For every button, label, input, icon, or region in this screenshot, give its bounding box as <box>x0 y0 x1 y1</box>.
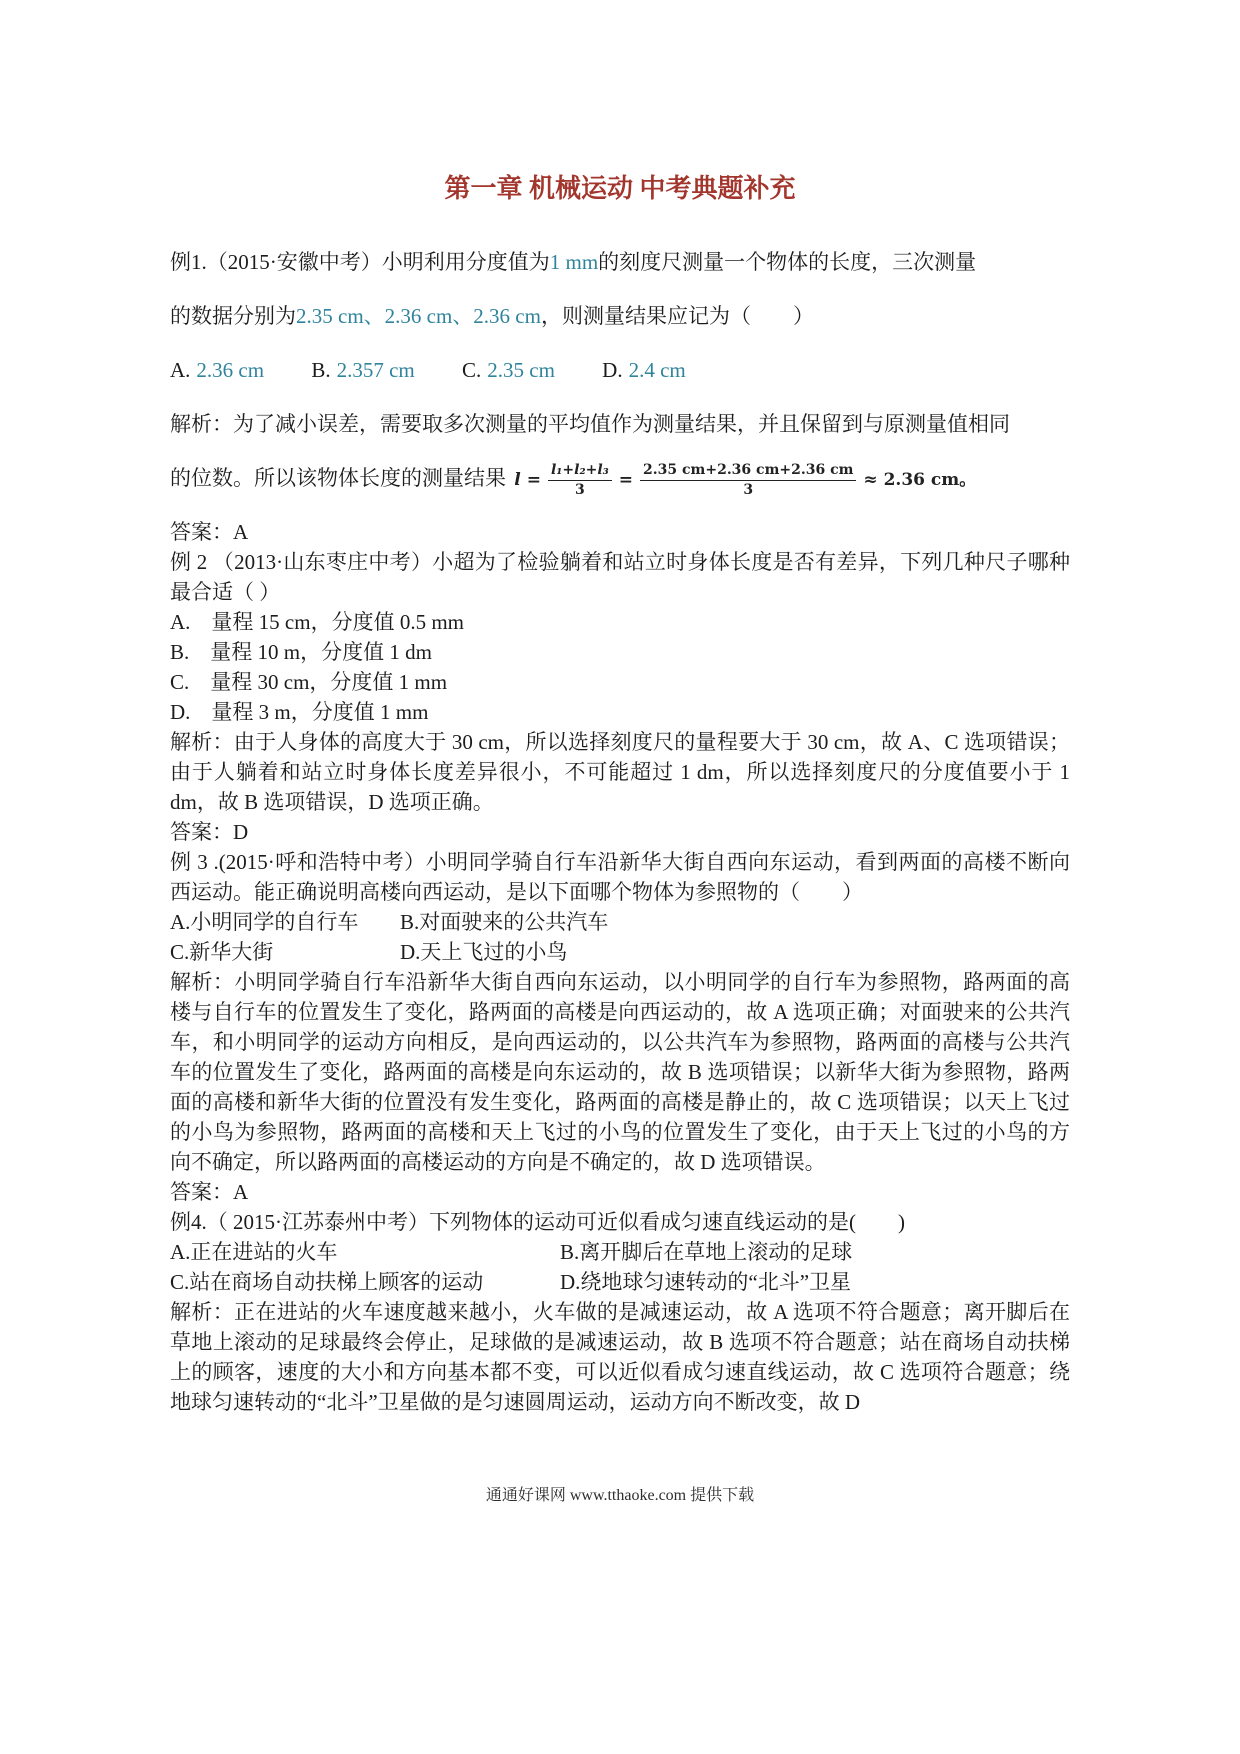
formula-variable: l <box>514 470 521 490</box>
formula-fraction-1-denominator: 3 <box>575 481 585 498</box>
q4-option-a: A.正在进站的火车 <box>170 1240 338 1264</box>
q2-stem: 例 2 （2013·山东枣庄中考）小超为了检验躺着和站立时身体长度是否有差异，下列几种尺子哪种最合适（ ） <box>170 550 1070 604</box>
q1-option-b <box>311 358 414 382</box>
q4-options-row-1 <box>170 1237 1070 1267</box>
q1-option-b-value: 2.357 cm <box>336 358 415 382</box>
formula-fraction-1 <box>548 462 612 499</box>
q3-option-c: C.新华大街 <box>170 940 274 964</box>
q3-stem: 例 3 .(2015·呼和浩特中考）小明同学骑自行车沿新华大街自西向东运动，看到两面的高楼不断向西运动。能正确说明高楼向西运动，是以下面哪个物体为参照物的（ ） <box>170 850 1070 904</box>
question-3 <box>170 847 1070 1207</box>
q1-highlight-data: 2.35 cm、2.36 cm、2.36 cm <box>296 304 541 328</box>
q4-option-d: D.绕地球匀速转动的“北斗”卫星 <box>560 1270 852 1294</box>
q2-answer: 答案：D <box>170 820 249 844</box>
q4-option-b: B.离开脚后在草地上滚动的足球 <box>560 1240 853 1264</box>
q3-options-row-1 <box>170 907 1070 937</box>
q1-stem-line-2 <box>170 289 1070 343</box>
formula-fraction-1-numerator: l₁+l₂+l₃ <box>548 462 612 481</box>
q1-stem-text-3: 的数据分别为 <box>170 304 296 328</box>
q3-analysis: 解析：小明同学骑自行车沿新华大街自西向东运动，以小明同学的自行车为参照物，路两面的高楼与自行车的位置发生了变化，路两面的高楼是向西运动的，故 A 选项正确；对面驶来的公共汽车，和小明同学的运动方向相反，是向西运动的，以公共汽车为参照物，路两面的高楼与公共汽车的位置发生了变化，路两面的高楼是向东运动的，故 B 选项错误；以新华大街为参照物，路两面的高楼和新华大街的位置没有发生变化，路两面的高楼是静止的，故 C 选项错误；以天上飞过的小鸟为参照物，路两面的高楼和天上飞过的小鸟的位置发生了变化，由于天上飞过的小鸟的方向不确定，所以路两面的高楼运动的方向是不确定的，故 D 选项错误。 <box>170 970 1070 1174</box>
q4-stem: 例4.（ 2015·江苏泰州中考）下列物体的运动可近似看成匀速直线运动的是( ) <box>170 1210 905 1234</box>
q4-analysis: 解析：正在进站的火车速度越来越小，火车做的是减速运动，故 A 选项不符合题意；离开脚后在草地上滚动的足球最终会停止，足球做的是减速运动，故 B 选项不符合题意；站在商场自动扶梯上的顾客，速度的大小和方向基本都不变，可以近似看成匀速直线运动，故 C 选项符合题意；绕地球匀速转动的“北斗”卫星做的是匀速圆周运动，运动方向不断改变，故 D <box>170 1300 1070 1414</box>
q1-option-d-value: 2.4 cm <box>628 358 686 382</box>
q1-option-a <box>170 358 264 382</box>
q1-option-c <box>462 358 555 382</box>
q1-option-d-label: D. <box>602 358 623 382</box>
question-4 <box>170 1207 1070 1417</box>
q2-analysis: 解析：由于人身体的高度大于 30 cm，所以选择刻度尺的量程要大于 30 cm，故 A、C 选项错误；由于人躺着和站立时身体长度差异很小，不可能超过 1 dm，所以选择刻度尺的分度值要小于 1 dm，故 B 选项错误，D 选项正确。 <box>170 730 1070 814</box>
q3-option-d: D.天上飞过的小鸟 <box>400 940 568 964</box>
q4-options-row-2 <box>170 1267 1070 1297</box>
q1-stem-text-2: 的刻度尺测量一个物体的长度，三次测量 <box>598 250 977 274</box>
q3-options-row-2 <box>170 937 1070 967</box>
q1-option-c-label: C. <box>462 358 482 382</box>
q1-options-row <box>170 343 1070 397</box>
q3-option-b: B.对面驶来的公共汽车 <box>400 910 609 934</box>
q3-answer: 答案：A <box>170 1180 249 1204</box>
question-2 <box>170 547 1070 847</box>
formula-fraction-2-numerator: 2.35 cm+2.36 cm+2.36 cm <box>640 462 856 481</box>
formula-equals-1: = <box>526 470 541 490</box>
question-1 <box>170 235 1070 547</box>
q1-option-a-label: A. <box>170 358 191 382</box>
page-footer: 通通好课网 www.tthaoke.com 提供下载 <box>485 1487 755 1504</box>
q1-stem-line-1 <box>170 235 1070 289</box>
q2-option-a: A. 量程 15 cm，分度值 0.5 mm <box>170 610 464 634</box>
formula-equals-2: = <box>618 470 634 490</box>
q1-formula <box>511 462 979 498</box>
q2-option-c: C. 量程 30 cm，分度值 1 mm <box>170 670 448 694</box>
q1-option-b-label: B. <box>311 358 331 382</box>
q1-analysis-line-1: 解析：为了减小误差，需要取多次测量的平均值作为测量结果，并且保留到与原测量值相同 <box>170 412 1010 436</box>
q1-stem-text-4: ，则测量结果应记为（ ） <box>540 304 814 328</box>
q1-analysis-text: 的位数。所以该物体长度的测量结果 <box>170 466 506 490</box>
q1-analysis-line-2 <box>170 451 1070 507</box>
page-title: 第一章 机械运动 中考典题补充 <box>444 174 796 203</box>
q2-option-d: D. 量程 3 m，分度值 1 mm <box>170 700 429 724</box>
q1-option-c-value: 2.35 cm <box>487 358 555 382</box>
q4-option-c: C.站在商场自动扶梯上顾客的运动 <box>170 1270 484 1294</box>
formula-result: ≈ 2.36 cm。 <box>863 470 977 490</box>
q2-option-b: B. 量程 10 m，分度值 1 dm <box>170 640 432 664</box>
formula-fraction-2 <box>640 462 856 499</box>
formula-fraction-2-denominator: 3 <box>743 481 754 498</box>
q3-option-a: A.小明同学的自行车 <box>170 910 359 934</box>
q1-highlight-1mm: 1 mm <box>549 250 599 274</box>
q1-stem-text-1: 例1.（2015·安徽中考）小明利用分度值为 <box>170 250 550 274</box>
q1-answer: 答案：A <box>170 520 249 544</box>
q1-option-d <box>602 358 686 382</box>
q1-option-a-value: 2.36 cm <box>196 358 265 382</box>
